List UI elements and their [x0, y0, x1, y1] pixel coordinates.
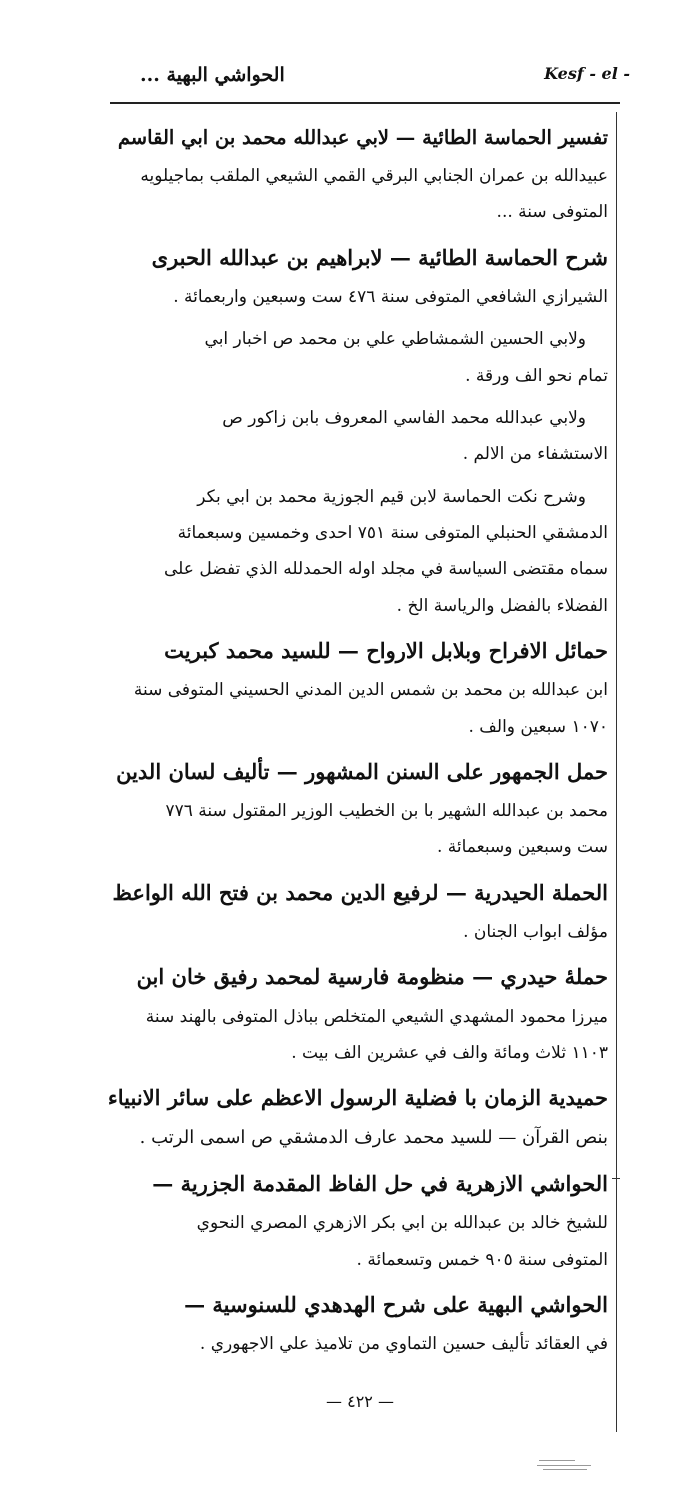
entry	[108, 956, 608, 1071]
entry-body-line: المتوفى سنة ...	[496, 202, 608, 223]
entry-heading-line: حمل الجمهور على السنن المشهور — تأليف لسان الدين	[116, 758, 608, 784]
section-title: Kesf - el -	[544, 64, 630, 83]
entry-body-line: محمد بن عبدالله الشهير با بن الخطيب الوزير المقتول سنة ٧٧٦	[165, 801, 608, 822]
entry	[108, 321, 608, 394]
entry	[108, 751, 608, 866]
entry	[108, 118, 608, 231]
margin-tick	[612, 1178, 620, 1179]
entry-body-line: ١١٠٣ ثلاث ومائة والف في عشرين الف بيت .	[291, 1042, 608, 1063]
entry-body-line: ولابي الحسين الشمشاطي علي بن محمد ص اخبار ابي	[204, 329, 586, 350]
entry	[108, 872, 608, 951]
entry-heading-line: حملهٔ حيدري — منظومة فارسية لمحمد رفيق خان ابن	[136, 964, 608, 990]
entry-body-line: ست وسبعين وسبعمائة .	[436, 837, 608, 858]
entry	[108, 1163, 608, 1278]
entry-body-line: بنص القرآن — للسيد محمد عارف الدمشقي ص اسمى الرتب .	[139, 1127, 608, 1149]
entry-heading-line: الحملة الحيدرية — لرفيع الدين محمد بن فتح الله الواعظ	[112, 879, 608, 905]
entry-heading-line: الحواشي البهية على شرح الهدهدي للسنوسية —	[184, 1292, 608, 1318]
page-header	[110, 62, 630, 98]
entry-body-line: ولابي عبدالله محمد الفاسي المعروف بابن زاكور ص	[222, 407, 586, 428]
entry	[108, 1284, 608, 1363]
entry	[108, 237, 608, 316]
entry	[108, 1077, 608, 1157]
entry-heading-line: تفسير الحماسة الطائية — لابي عبدالله محمد بن ابي القاسم	[117, 126, 608, 149]
entry-body-line: ١٠٧٠ سبعين والف .	[468, 716, 608, 737]
entry-body-line: الاستشفاء من الالم .	[462, 444, 608, 465]
entry-body-line: ميرزا محمود المشهدي الشيعي المتخلص بباذل المتوفى بالهند سنة	[145, 1006, 608, 1027]
entry-body-line: سماه مقتضى السياسة في مجلد اوله الحمدلله الذي تفضل على	[163, 559, 608, 580]
entry-heading-line: شرح الحماسة الطائية — لابراهيم بن عبدالله الحبرى	[151, 244, 608, 270]
header-rule	[110, 102, 620, 104]
margin-rule	[616, 112, 617, 1432]
entry	[108, 630, 608, 745]
entries-column	[108, 118, 608, 1369]
entry-body-line: الدمشقي الحنبلي المتوفى سنة ٧٥١ احدى وخمسين وسبعمائة	[177, 523, 608, 544]
entry-body-line: تمام نحو الف ورقة .	[465, 365, 608, 386]
entry	[108, 400, 608, 473]
entry-body-line: في العقائد تأليف حسين التماوي من تلاميذ علي الاجهوري .	[199, 1334, 608, 1355]
entry-body-line: الشيرازي الشافعي المتوفى سنة ٤٧٦ ست وسبعين واربعمائة .	[173, 286, 608, 307]
entry-body-line: مؤلف ابواب الجنان .	[463, 922, 608, 942]
entry	[108, 479, 608, 624]
entry-body-line: الفضلاء بالفضل والرياسة الخ .	[396, 595, 608, 616]
entry-body-line: ابن عبدالله بن محمد بن شمس الدين المدني الحسيني المتوفى سنة	[133, 680, 608, 701]
running-title: الحواشي البهية ...	[140, 64, 285, 86]
entry-body-line: للشيخ خالد بن عبدالله بن ابي بكر الازهري المصري النحوي	[196, 1213, 608, 1234]
entry-body-line: وشرح نكت الحماسة لابن قيم الجوزية محمد بن ابي بكر	[197, 486, 586, 507]
page-number: — ٤٢٢ —	[326, 1392, 394, 1411]
entry-heading-line: الحواشي الازهرية في حل الفاظ المقدمة الجزرية —	[152, 1171, 608, 1197]
scan-artifact	[537, 1458, 593, 1472]
entry-heading-line: حميدية الزمان با فضلية الرسول الاعظم على سائر الانبياء	[108, 1085, 608, 1111]
entry-heading-line: حمائل الافراح وبلابل الارواح — للسيد محمد كبريت	[164, 638, 608, 664]
entry-body-line: عبيدالله بن عمران الجنابي البرقي القمي الشيعي الملقب بماجيلويه	[140, 165, 608, 186]
entry-body-line: المتوفى سنة ٩٠٥ خمس وتسعمائة .	[356, 1249, 608, 1270]
